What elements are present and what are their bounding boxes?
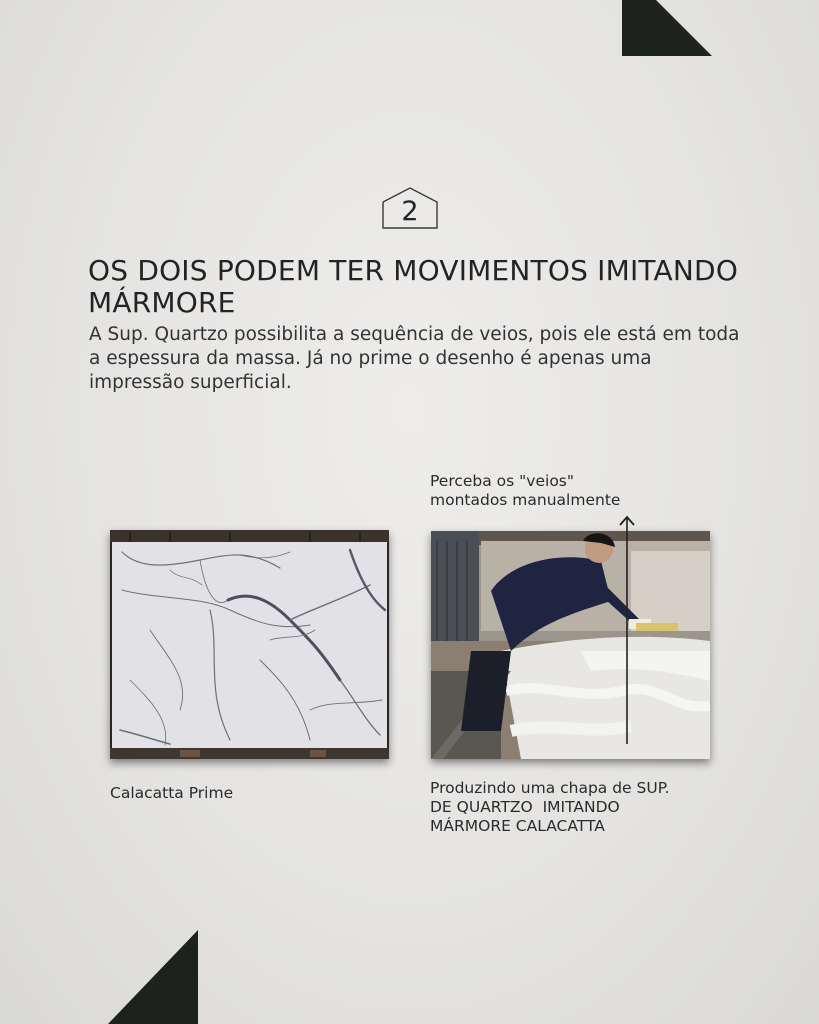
quartz-production-photo xyxy=(431,531,710,759)
page-title: OS DOIS PODEM TER MOVIMENTOS IMITANDO MÁRMORE xyxy=(88,254,739,319)
body-paragraph: A Sup. Quartzo possibilita a sequência de veios, pois ele está em toda a espessura da massa. Já no prime o desenho é apenas uma impressão superficial. xyxy=(89,324,740,393)
corner-triangle-bottom xyxy=(108,928,200,1024)
step-number: 2 xyxy=(401,196,419,227)
right-caption-line2: DE QUARTZO IMITANDO xyxy=(430,798,620,816)
veins-note-line1: Perceba os "veios" xyxy=(430,472,575,490)
calacatta-prime-photo xyxy=(110,530,389,759)
left-photo-caption: Calacatta Prime xyxy=(110,784,234,802)
corner-triangle-top xyxy=(622,0,714,58)
right-photo-caption xyxy=(430,779,730,836)
veins-note-line2: montados manualmente xyxy=(430,491,621,509)
veins-note xyxy=(430,472,690,510)
arrow-up-icon xyxy=(618,514,636,744)
right-caption-line1: Produzindo uma chapa de SUP. xyxy=(430,779,670,797)
right-caption-line3: MÁRMORE CALACATTA xyxy=(430,817,605,835)
